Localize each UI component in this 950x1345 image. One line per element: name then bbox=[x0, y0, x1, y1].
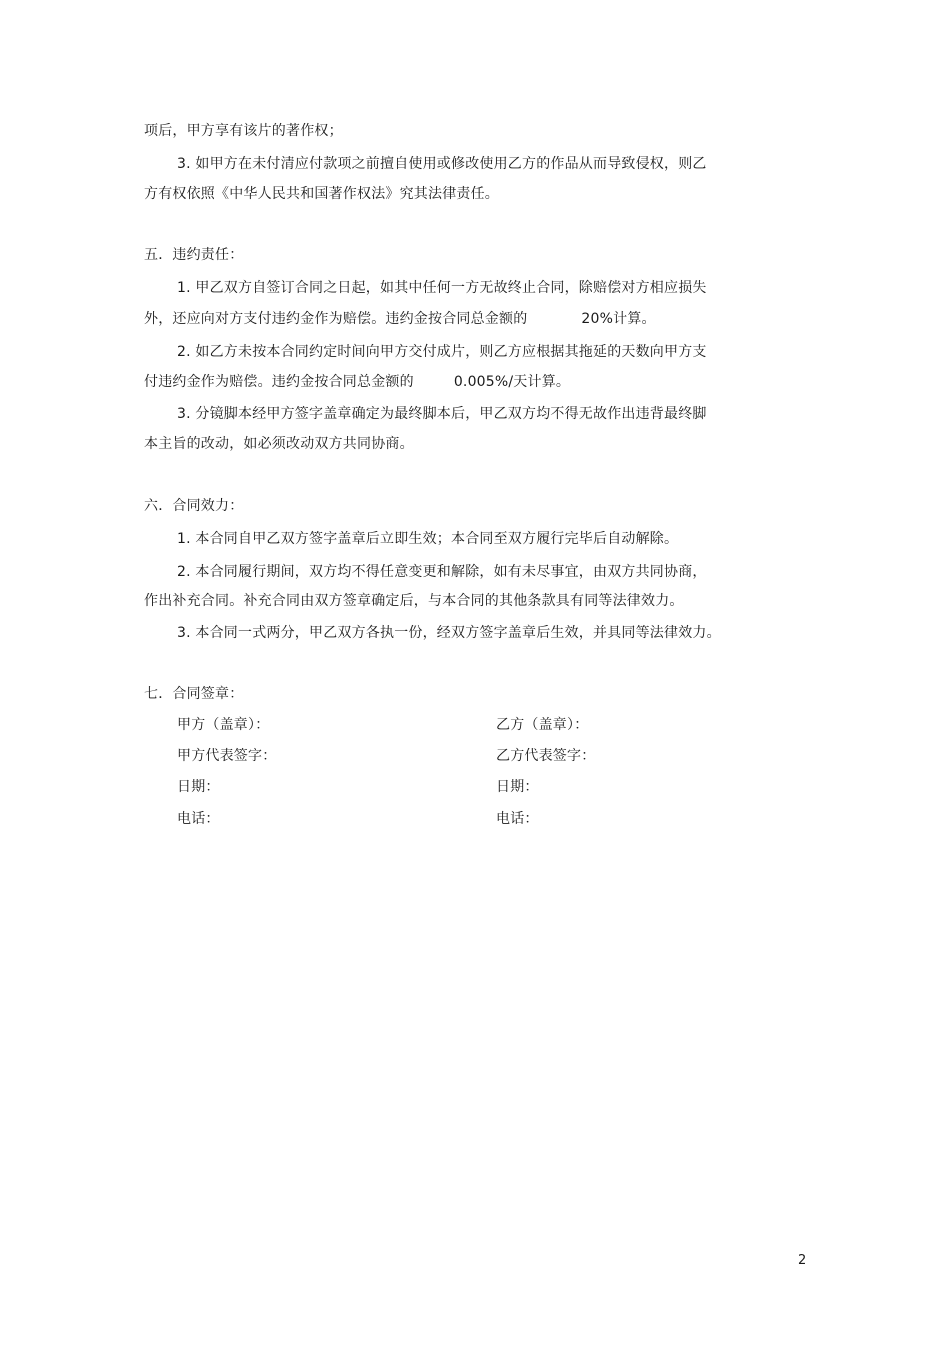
party-b-seal-label: 乙方（盖章）： bbox=[496, 717, 589, 733]
section6-heading: 六．合同效力： bbox=[144, 498, 244, 514]
party-a-seal-label: 甲方（盖章）： bbox=[177, 717, 270, 733]
party-b-date-label: 日期： bbox=[496, 779, 539, 795]
party-a-phone-label: 电话： bbox=[177, 811, 220, 827]
section5-item2-line1: 2. 如乙方未按本合同约定时间向甲方交付成片，则乙方应根据其拖延的天数向甲方支 bbox=[177, 344, 707, 360]
section5-item1-rate: 20%计算。 bbox=[581, 311, 656, 327]
section5-item1-line1: 1. 甲乙双方自签订合同之日起，如其中任何一方无故终止合同，除赔偿对方相应损失 bbox=[177, 280, 707, 296]
page-number: 2 bbox=[798, 1253, 807, 1268]
section5-item1-line2 bbox=[144, 309, 656, 329]
section5-item1-text: 外，还应向对方支付违约金作为赔偿。违约金按合同总金额的 bbox=[144, 311, 528, 327]
section7-heading: 七．合同签章： bbox=[144, 686, 244, 702]
section5-item2-line2 bbox=[144, 372, 570, 392]
section6-item3: 3. 本合同一式两分，甲乙双方各执一份，经双方签字盖章后生效，并具同等法律效力。 bbox=[177, 625, 721, 641]
section6-item2-line1: 2. 本合同履行期间，双方均不得任意变更和解除，如有未尽事宜，由双方共同协商， bbox=[177, 564, 707, 580]
section6-item1: 1. 本合同自甲乙双方签字盖章后立即生效；本合同至双方履行完毕后自动解除。 bbox=[177, 531, 679, 547]
party-b-rep-label: 乙方代表签字： bbox=[496, 748, 596, 764]
section5-item3-line1: 3. 分镜脚本经甲方签字盖章确定为最终脚本后，甲乙双方均不得无故作出违背最终脚 bbox=[177, 406, 707, 422]
party-b-phone-label: 电话： bbox=[496, 811, 539, 827]
party-a-rep-label: 甲方代表签字： bbox=[177, 748, 277, 764]
section5-item2-rate: 0.005%/天计算。 bbox=[453, 374, 571, 390]
section5-heading: 五．违约责任： bbox=[144, 247, 244, 263]
section5-item3-line2: 本主旨的改动，如必须改动双方共同协商。 bbox=[144, 436, 414, 452]
section4-item3-line1: 3. 如甲方在未付清应付款项之前擅自使用或修改使用乙方的作品从而导致侵权，则乙 bbox=[177, 156, 707, 172]
section6-item2-line2: 作出补充合同。补充合同由双方签章确定后，与本合同的其他条款具有同等法律效力。 bbox=[144, 593, 684, 609]
section4-item3-line2: 方有权依照《中华人民共和国著作权法》究其法律责任。 bbox=[144, 186, 499, 202]
section5-item2-text: 付违约金作为赔偿。违约金按合同总金额的 bbox=[144, 374, 414, 390]
section4-continuation: 项后，甲方享有该片的著作权； bbox=[144, 123, 343, 139]
party-a-date-label: 日期： bbox=[177, 779, 220, 795]
